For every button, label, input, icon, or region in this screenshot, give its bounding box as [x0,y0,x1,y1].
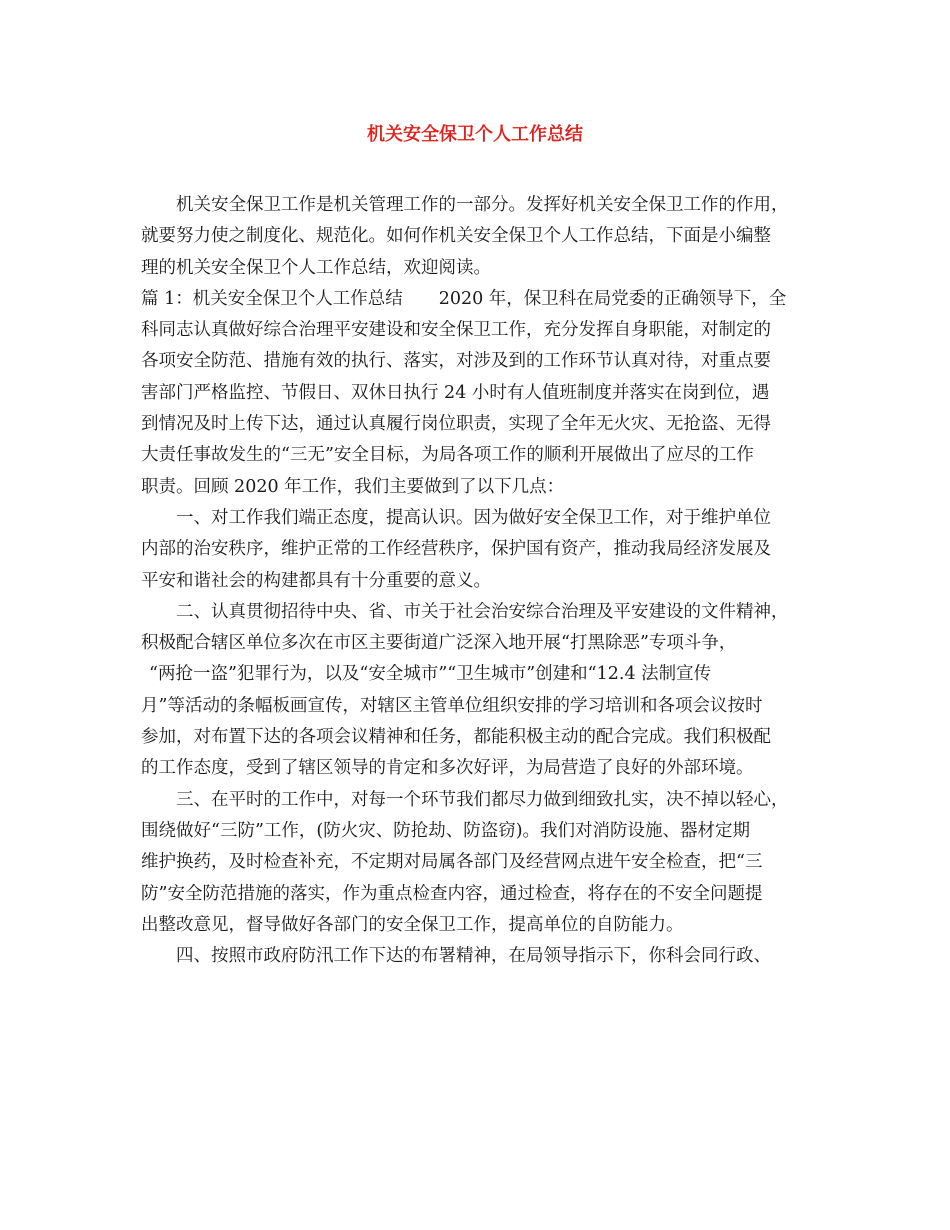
paragraph-line: 一、对工作我们端正态度，提高认识。因为做好安全保卫工作，对于维护单位 [176,507,771,528]
paragraph-line: 大责任事故发生的“三无”安全目标，为局各项工作的顺利开展做出了应尽的工作 [141,445,754,466]
paragraph-line: 二、认真贯彻招待中央、省、市关于社会治安综合治理及平安建设的文件精神， [176,601,789,622]
document-body [141,190,811,972]
paragraph-line: 到情况及时上传下达，通过认真履行岗位职责，实现了全年无火灾、无抢盗、无得 [141,414,771,435]
paragraph-line: 害部门严格监控、节假日、双休日执行 24 小时有人值班制度并落实在岗到位，遇 [141,382,770,403]
paragraph-line: 平安和谐社会的构建都具有十分重要的意义。 [141,570,491,591]
paragraph-line: 理的机关安全保卫个人工作总结，欢迎阅读。 [141,257,491,278]
paragraph-line [141,284,811,315]
paragraph-line: 内部的治安秩序，维护正常的工作经营秩序，保护国有资产，推动我局经济发展及 [141,539,771,560]
paragraph-line: 科同志认真做好综合治理平安建设和安全保卫工作，充分发挥自身职能，对制定的 [141,320,771,341]
paragraph-line: 四、按照市政府防汛工作下达的布署精神，在局领导指示下，你科会同行政、 [176,946,771,967]
paragraph-line: 三、在平时的工作中，对每一个环节我们都尽力做到细致扎实，决不掉以轻心， [176,789,789,810]
paragraph-line: “两抢一盗”犯罪行为，以及“安全城市”“卫生城市”创建和“12.4 法制宣传 [149,664,712,685]
paragraph-line: 参加，对布置下达的各项会议精神和任务，都能积极主动的配合完成。我们积极配 [141,727,771,748]
paragraph-line: 月”等活动的条幅板画宣传，对辖区主管单位组织安排的学习培训和各项会议按时 [141,695,763,716]
paragraph-line: 机关安全保卫工作是机关管理工作的一部分。发挥好机关安全保卫工作的作用， [176,195,789,215]
paragraph-line: 积极配合辖区单位多次在市区主要街道广泛深入地开展“打黑除恶”专项斗争， [141,633,737,654]
paragraph-line: 防”安全防范措施的落实，作为重点检查内容，通过检查，将存在的不安全问题提 [141,883,763,904]
paragraph-line: 出整改意见，督导做好各部门的安全保卫工作，提高单位的自防能力。 [141,914,684,935]
document-title: 机关安全保卫个人工作总结 [367,124,583,145]
paragraph-line: 维护换药，及时检查补充，不定期对局属各部门及经营网点进午安全检查，把“三 [141,852,763,873]
paragraph-line: 就要努力使之制度化、规范化。如何作机关安全保卫个人工作总结，下面是小编整 [141,226,771,247]
paragraph-text: 2020 年，保卫科在局党委的正确领导下，全 [438,288,787,309]
paragraph-line: 围绕做好“三防”工作，(防火灾、防抢劫、防盗窃)。我们对消防设施、器材定期 [141,820,751,841]
section-heading: 篇 1：机关安全保卫个人工作总结 [141,288,403,309]
paragraph-line: 各项安全防范、措施有效的执行、落实，对涉及到的工作环节认真对待，对重点要 [141,351,771,372]
paragraph-line: 职责。回顾 2020 年工作，我们主要做到了以下几点： [141,476,565,497]
paragraph-line: 的工作态度，受到了辖区领导的肯定和多次好评，为局营造了良好的外部环境。 [141,758,754,779]
